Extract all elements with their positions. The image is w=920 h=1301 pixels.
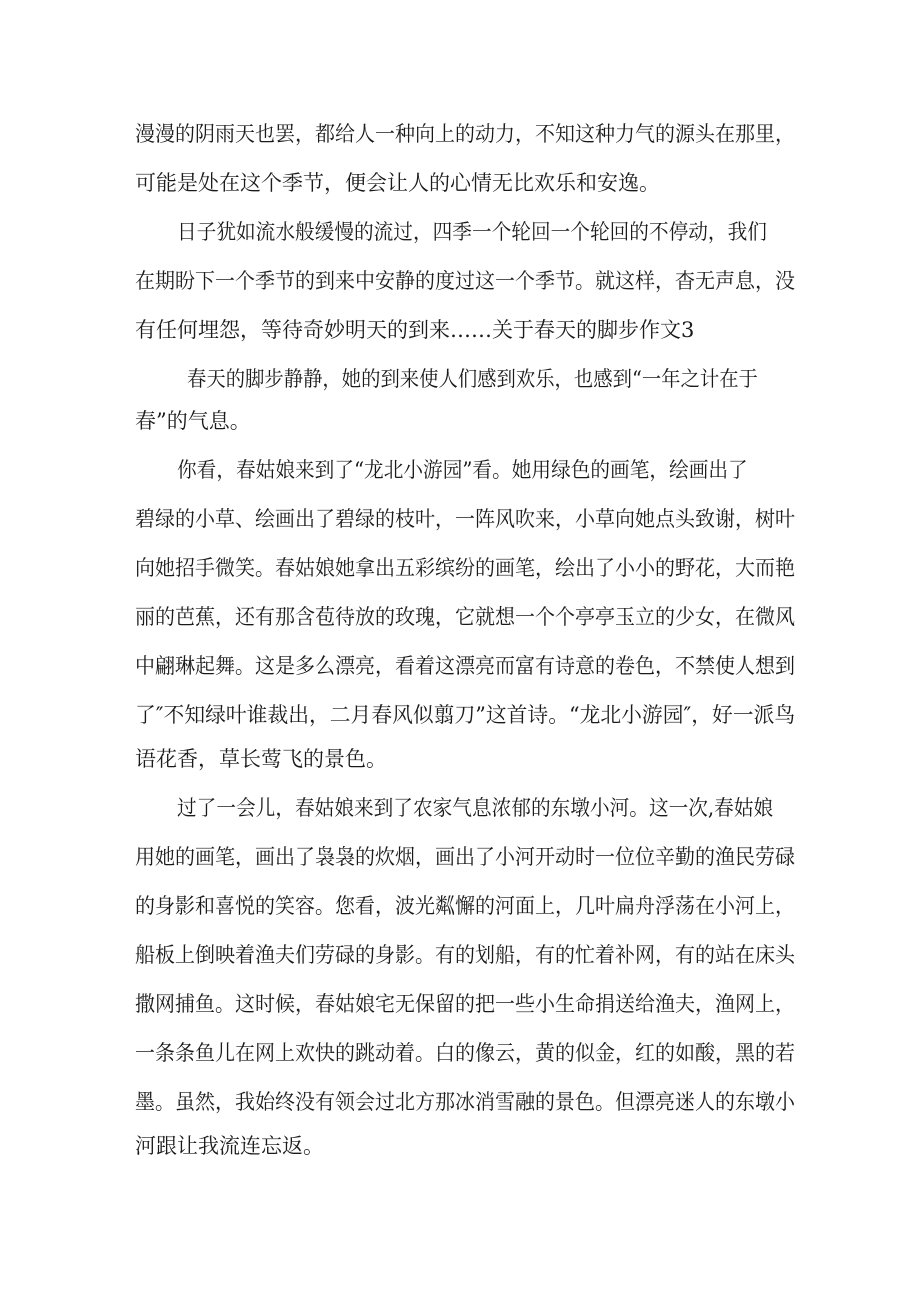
text-line: 墨。虽然，我始终没有领会过北方那冰消雪融的景色。但漂亮迷人的东墩小 — [135, 1090, 796, 1114]
text-line: 春”的气息。 — [135, 409, 251, 433]
text-line: 可能是处在这个季节，便会让人的心情无比欢乐和安逸。 — [135, 171, 660, 195]
text-line: 在期盼下一个季节的到来中安静的度过这一个季节。就这样，杳无声息，没 — [135, 269, 796, 293]
text-line: 中翩琳起舞。这是多么漂亮，看着这漂亮而富有诗意的卷色，不禁使人想到 — [135, 654, 796, 678]
text-line: 了″不知绿叶谁裁出，二月春风似翦刀”这首诗。“龙北小游园″，好一派鸟 — [135, 703, 796, 727]
text-line: 撒网捕鱼。这时候，春姑娘宅无保留的把一些小生命捐送给渔夫，渔网上， — [135, 992, 796, 1016]
paragraph-start-line: 过了一会儿，春姑娘来到了农家气息浓郁的东墩小河。这一次,春姑娘 — [177, 796, 774, 820]
text-line: 向她招手微笑。春姑娘她拿出五彩缤纷的画笔，绘出了小小的野花，大而艳 — [135, 556, 796, 580]
text-line: 河跟让我流连忘返。 — [135, 1134, 324, 1158]
text-line: 碧绿的小草、绘画出了碧绿的枝叶，一阵风吹来，小草向她点头致谢，树叶 — [135, 507, 796, 531]
text-line: 漫漫的阴雨天也罢，都给人一种向上的动力，不知这种力气的源头在那里， — [135, 122, 796, 146]
text-line: 有任何埋怨，等待奇妙明天的到来……关于春天的脚步作文3 — [135, 318, 695, 342]
text-line: 语花香，草长莺飞的景色。 — [135, 747, 387, 771]
text-line: 一条条鱼儿在网上欢快的跳动着。白的像云，黄的似金，红的如酸，黑的若 — [135, 1041, 796, 1065]
text-line: 船板上倒映着渔夫们劳碌的身影。有的划船，有的忙着补网，有的站在床头 — [135, 943, 796, 967]
paragraph-start-line: 你看，春姑娘来到了“龙北小游园”看。她用绿色的画笔，绘画出了 — [177, 458, 748, 482]
text-line: 用她的画笔，画出了袅袅的炊烟，画出了小河开动时一位位辛勤的渔民劳碌 — [135, 845, 796, 869]
text-line: 的身影和喜悦的笑容。您看，波光粼懈的河面上，几叶扁舟浮荡在小河上， — [135, 894, 796, 918]
text-line: 丽的芭蕉，还有那含苞待放的玫瑰，它就想一个个亭亭玉立的少女，在微风 — [135, 605, 796, 629]
paragraph-start-line: 春天的脚步静静，她的到来使人们感到欢乐，也感到“一年之计在于 — [187, 367, 758, 391]
paragraph-start-line: 日子犹如流水般缓慢的流过，四季一个轮回一个轮回的不停动，我们 — [177, 220, 767, 244]
